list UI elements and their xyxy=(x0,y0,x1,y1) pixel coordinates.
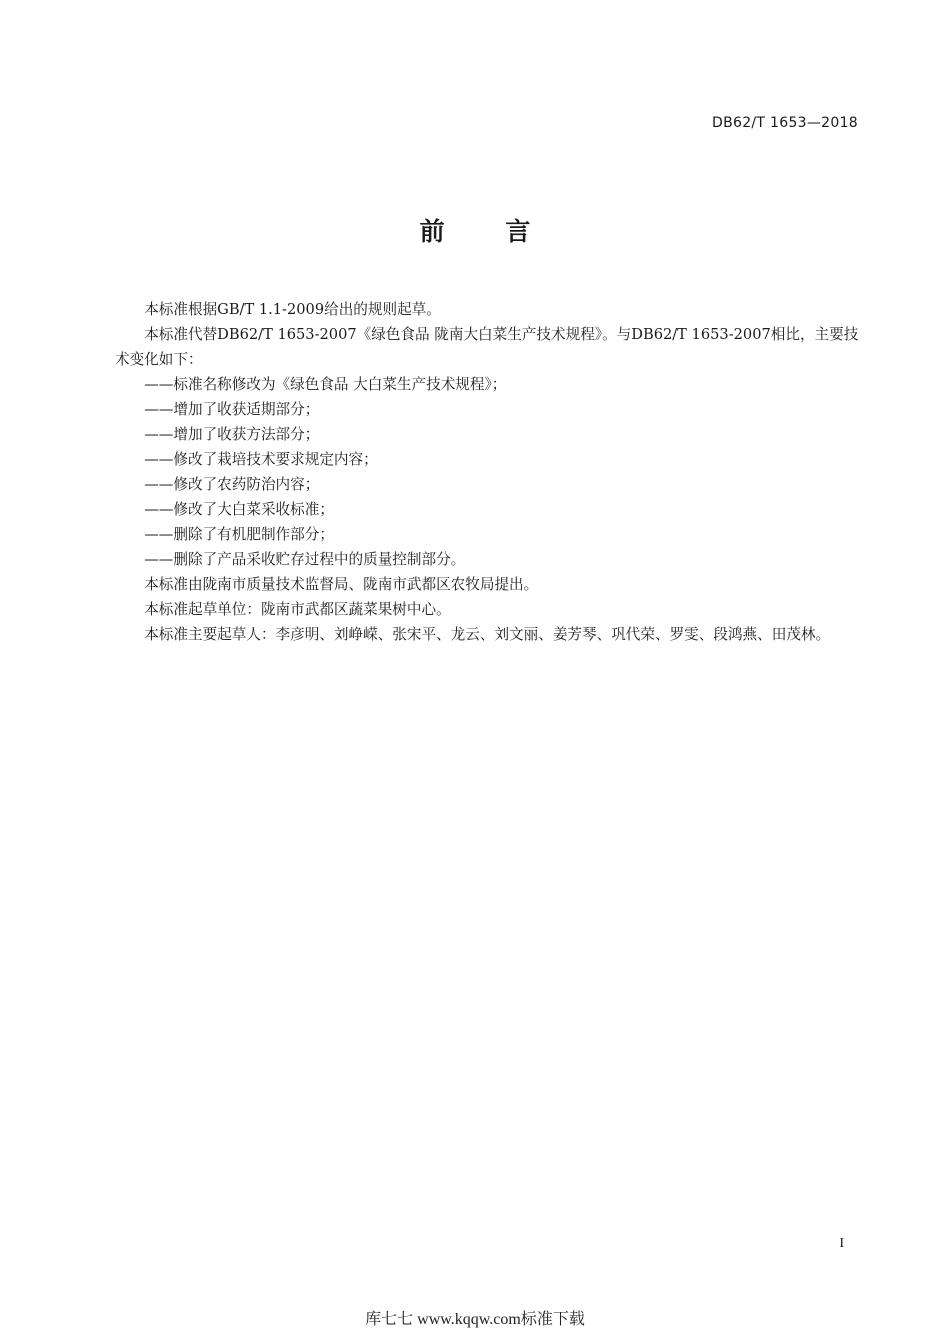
change-item: ——增加了收获适期部分； xyxy=(144,401,320,418)
page-number: I xyxy=(839,1236,844,1251)
page-title: 前 言 xyxy=(419,217,531,246)
change-item: ——修改了栽培技术要求规定内容； xyxy=(144,451,378,468)
change-item: ——修改了农药防治内容； xyxy=(144,476,320,493)
change-item: ——修改了大白菜采收标准； xyxy=(144,501,334,518)
change-item: ——删除了有机肥制作部分； xyxy=(144,526,334,543)
change-item: ——标准名称修改为《绿色食品 大白菜生产技术规程》； xyxy=(144,376,507,393)
paragraph-drafting-unit: 本标准起草单位：陇南市武都区蔬菜果树中心。 xyxy=(144,601,451,618)
footer-watermark: 库七七 www.kqqw.com标准下载 xyxy=(365,1311,585,1328)
foreword-body xyxy=(115,297,860,647)
change-item: ——增加了收获方法部分； xyxy=(144,426,320,443)
paragraph-proposer: 本标准由陇南市质量技术监督局、陇南市武都区农牧局提出。 xyxy=(144,576,539,593)
change-item: ——删除了产品采收贮存过程中的质量控制部分。 xyxy=(144,551,466,568)
paragraph-drafting-rules: 本标准根据GB/T 1.1-2009给出的规则起草。 xyxy=(144,301,441,318)
paragraph-drafters: 本标准主要起草人：李彦明、刘峥嵘、张宋平、龙云、刘文丽、姜芳琴、巩代荣、罗雯、段鸿燕、田茂林。 xyxy=(144,626,831,643)
document-number-header: DB62/T 1653—2018 xyxy=(712,115,858,131)
paragraph-replacement: 本标准代替DB62/T 1653-2007《绿色食品 陇南大白菜生产技术规程》。与DB62/T 1653-2007相比，主要技术变化如下： xyxy=(115,326,859,368)
